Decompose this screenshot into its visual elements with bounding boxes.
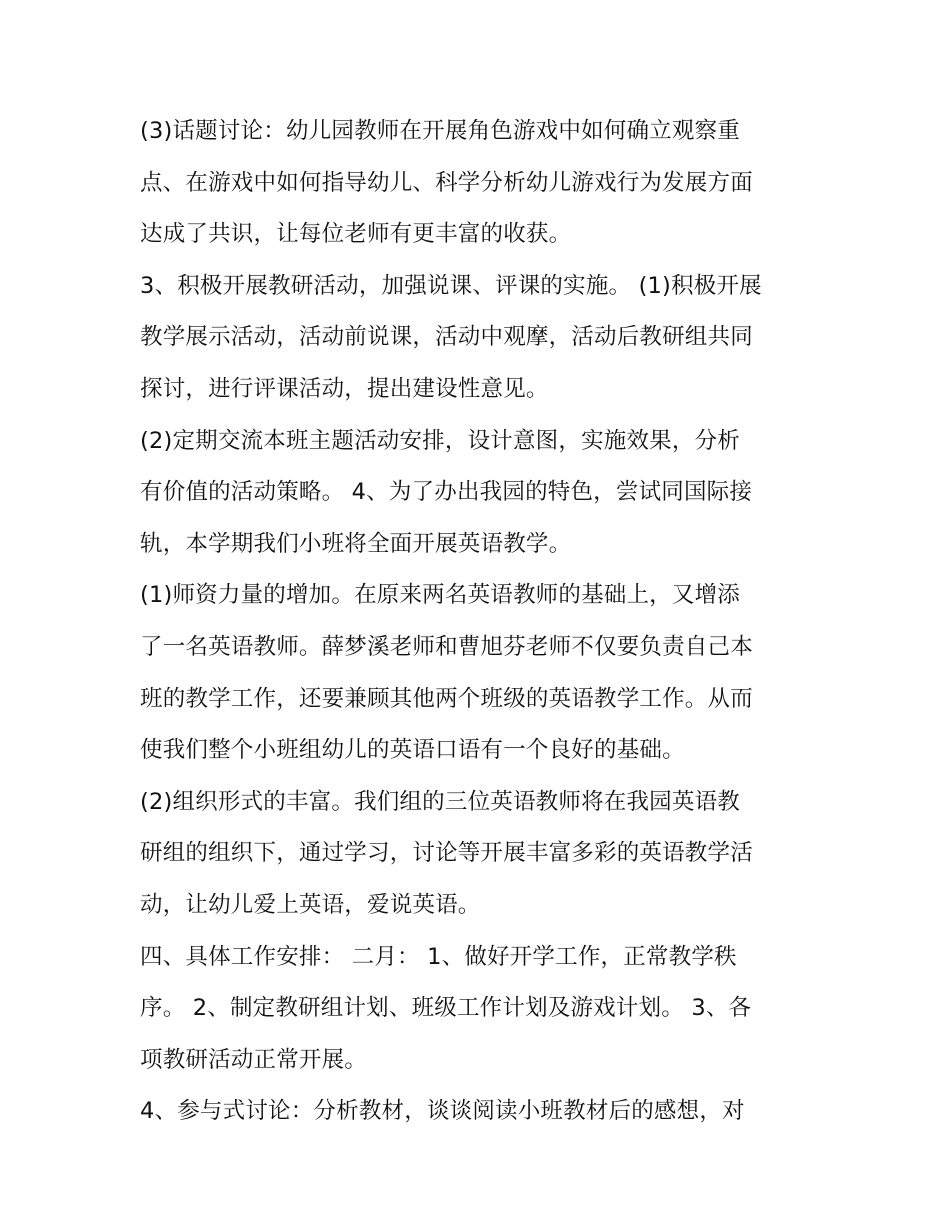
text-line: 使我们整个小班组幼儿的英语口语有一个良好的基础。 (140, 737, 685, 764)
text-line: 四、具体工作安排： 二月： 1、做好开学工作，正常教学秩 (140, 943, 737, 970)
body-text (140, 106, 820, 1138)
text-line: 教学展示活动，活动前说课，活动中观摩，活动后教研组共同 (140, 324, 753, 351)
text-line: (2)定期交流本班主题活动安排，设计意图，实施效果，分析 (140, 427, 740, 454)
text-line: 点、在游戏中如何指导幼儿、科学分析幼儿游戏行为发展方面 (140, 169, 753, 196)
text-line: 项教研活动正常开展。 (140, 1046, 368, 1073)
text-line: 研组的组织下，通过学习，讨论等开展丰富多彩的英语教学活 (140, 840, 753, 867)
text-line: 3、积极开展教研活动，加强说课、评课的实施。 (1)积极开展 (140, 272, 762, 299)
text-line: (3)话题讨论：幼儿园教师在开展角色游戏中如何确立观察重 (140, 118, 740, 144)
text-line: (1)师资力量的增加。在原来两名英语教师的基础上，又增添 (140, 582, 740, 609)
text-line: (2)组织形式的丰富。我们组的三位英语教师将在我园英语教 (140, 788, 740, 815)
text-line: 班的教学工作，还要兼顾其他两个班级的英语教学工作。从而 (140, 685, 753, 712)
text-line: 有价值的活动策略。 4、为了办出我园的特色，尝试同国际接 (140, 479, 753, 506)
text-line: 达成了共识，让每位老师有更丰富的收获。 (140, 221, 572, 248)
text-line: 轨，本学期我们小班将全面开展英语教学。 (140, 530, 572, 557)
text-line: 序。 2、制定教研组计划、班级工作计划及游戏计划。 3、各 (140, 995, 752, 1022)
text-line: 探讨，进行评课活动，提出建设性意见。 (140, 375, 549, 402)
text-line: 了一名英语教师。薛梦溪老师和曹旭芬老师不仅要负责自己本 (140, 633, 753, 660)
text-line: 动，让幼儿爱上英语，爱说英语。 (140, 891, 481, 918)
text-line: 4、参与式讨论：分析教材，谈谈阅读小班教材后的感想，对 (140, 1098, 745, 1125)
